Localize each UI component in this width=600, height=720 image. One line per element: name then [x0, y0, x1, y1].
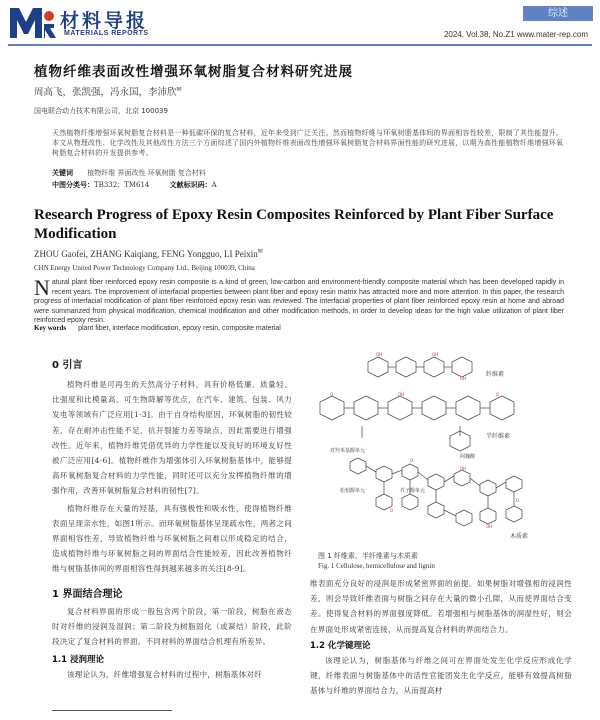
- body-paragraph-1: 植物纤维是可再生的天然高分子材料，具有价格低廉、质量轻、比强度和比模量高、可生物降解等优点，在汽车、建筑、包装、风力发电等领域有广泛应用[1-3]。由于自身结构原因，环氧树脂的韧性较差，存在耐冲击性能不足、抗开裂能力差等缺点，因此需要进行增强改性。近年来，植物纤维凭借优异的力学性能以及良好的环境友好性被广泛应用[4-6]。植物纤维作为增强体引入环氧树脂基体中，能够提高环氧树脂复合材料的力学性能，同时还可以充分发挥植物纤维的增强作用，改善环氧树脂复合材料的韧性[7]。: [52, 380, 292, 496]
- footnote-divider: [52, 710, 172, 711]
- svg-text:OH: OH: [432, 352, 439, 357]
- authors-cn: [34, 84, 182, 98]
- abstract-en-text: atural plant fiber reinforced epoxy resin composite is a kind of green, low-carbon and environment-friendly composite material which has been developed rapidly in recent years. The improvement of interfacial properties between plant fiber and epoxy resin matrix has attracted more and more attention. In this paper, the research progress of interfacial modification of plant fiber reinforced epoxy resin was reviewed. The interfacial properties of plant fiber reinforced epoxy resin at home and abroad were summarized from physical modification, chemical modification and other modification methods, in order to develop ideas for the high value utilization of plant fiber reinforced epoxy resin.: [34, 279, 564, 325]
- svg-text:O: O: [516, 498, 520, 503]
- svg-text:O: O: [410, 458, 414, 463]
- classification-row: [52, 180, 217, 190]
- svg-text:O: O: [496, 392, 500, 397]
- body-right-column: [310, 576, 572, 698]
- svg-text:O: O: [330, 392, 334, 397]
- affiliation-cn: 国电联合动力技术有限公司，北京 100039: [34, 107, 168, 115]
- section-heading-theory: 1 界面结合理论: [52, 588, 123, 600]
- label-alcohol-unit: 对羟苯基醇单元: [330, 448, 366, 454]
- authors-en-names: ZHOU Gaofei, ZHANG Kaiqiang, FENG Yongguo, LI Peixin: [34, 249, 258, 259]
- svg-text:OH: OH: [398, 392, 405, 397]
- keywords-cn-values: 植物纤维 界面改性 环氧树脂 复合材料: [87, 169, 206, 177]
- corresponding-mark-icon: ✉: [176, 85, 182, 93]
- class-label: 中图分类号：: [52, 181, 94, 189]
- label-sinapyl-unit: 芥子醇单元: [400, 488, 426, 494]
- svg-text:OH: OH: [376, 352, 383, 357]
- doc-code-label: 文献标识码：: [169, 181, 212, 189]
- keywords-en: [34, 324, 281, 332]
- authors-cn-names: 周高飞，张凯强，冯永国，李沛欣: [34, 87, 177, 98]
- keywords-en-label: Key words: [34, 324, 67, 332]
- section-badge: 综述: [523, 6, 593, 21]
- section-heading-intro: 0 引言: [52, 360, 83, 371]
- label-ferulic-acid: 阿魏酸: [460, 454, 476, 460]
- subsection-heading-wetting: 1.1 浸润理论: [52, 655, 105, 666]
- body-left-column: [52, 356, 292, 682]
- body-paragraph-6: 该理论认为，树脂基体与纤维之间可在界面处发生化学反应形成化学键，纤维表面与树脂基体中的活性官能团发生化学反应，能够有效提高树脂基体与纤维的界面结合力，从而提高材: [310, 655, 572, 696]
- svg-text:OH: OH: [460, 376, 467, 381]
- paper-title-en: Research Progress of Epoxy Resin Composites Reinforced by Plant Fiber Surface Modification: [34, 207, 554, 242]
- label-lignin: 木质素: [510, 533, 529, 540]
- journal-logo: [8, 4, 60, 42]
- abstract-en: [34, 275, 564, 326]
- paper-title-cn: 植物纤维表面改性增强环氧树脂复合材料研究进展: [34, 64, 353, 80]
- body-paragraph-2: 植物纤维存在大量的羟基，具有强极性和吸水性，使得植物纤维表面呈现亲水性，如图1所示。而环氧树脂基体呈现疏水性，两者之间界面相容性差，导致植物纤维与环氧树脂之间难以形成稳定的结合，造成植物纤维与环氧树脂之间的界面结合性能较差，因此改善植物纤维与树脂基体间的界面相容性得到越来越多的关注[8-9]。: [52, 503, 292, 574]
- issue-info: 2024, Vol.38, No.Z1 www.mater-rep.com: [443, 30, 588, 39]
- header-divider: [8, 44, 592, 46]
- svg-text:O: O: [390, 508, 394, 513]
- doc-code-value: A: [211, 181, 217, 189]
- label-cellulose: 纤维素: [486, 371, 505, 378]
- corresponding-mark-en-icon: ✉: [257, 249, 263, 255]
- authors-en: [34, 248, 263, 259]
- label-hemicellulose: 半纤维素: [486, 433, 511, 440]
- figure-1-structures: [310, 352, 572, 548]
- abstract-dropcap: N: [34, 275, 50, 300]
- label-coniferyl-unit: 松柏醇单元: [340, 488, 366, 494]
- body-paragraph-4: 该理论认为，纤维增强复合材料的过程中，树脂基体对纤: [67, 670, 262, 680]
- keywords-cn-label: 关键词: [52, 169, 73, 177]
- svg-text:OH: OH: [460, 466, 467, 471]
- affiliation-en: CHN Energy United Power Technology Company Ltd., Beijing 100039, China: [34, 264, 255, 272]
- figure-caption-en: Fig. 1 Cellulose, hemicellulose and lignin: [318, 562, 435, 570]
- journal-name-en: MATERIALS REPORTS: [64, 30, 149, 37]
- subsection-heading-chemical: 1.2 化学键理论: [310, 640, 371, 651]
- keywords-en-values: plant fiber, interface modification, epoxy resin, composite material: [78, 325, 281, 332]
- body-paragraph-3: 复合材料界面的形成一般包含两个阶段，第一阶段，树脂在液态时对纤维的浸润及湿润；第二阶段为树脂固化（或凝结）阶段，此阶段决定了复合材料的界面。不同材料的界面结合机理有所差异。: [52, 606, 292, 647]
- figure-caption-cn: 图 1 纤维素、半纤维素与木质素: [318, 552, 418, 560]
- svg-text:OH: OH: [486, 524, 493, 529]
- abstract-cn: 天然植物纤维增强环氧树脂复合材料是一种低碳环保的复合材料，近年来受到广泛关注。然而植物纤维与环氧树脂基体间的界面相容性较差，限制了其性能提升。本文从物理改性、化学改性及其他改性方法三个方面综述了国内外植物纤维表面改性增强环氧树脂复合材料界面性能的研究进展，以期为高性能植物纤维增强环氧树脂复合材料的开发提供参考。: [52, 129, 564, 157]
- journal-name: 材料导报: [60, 10, 149, 32]
- class-value: TB332；TM614: [94, 181, 150, 189]
- body-paragraph-5: 维表面充分良好的浸润是形成紧密界面的前提。如果树脂对增强相的浸润性差，则会导致纤维表面与树脂之间存在大量的微小孔隙，从而使界面结合变差。使得复合材料的界面强度降低。若增强相与树脂基体的润湿性好，则会在界面处形成紧密连接，从而提高复合材料的界面结合力。: [310, 579, 572, 634]
- keywords-cn: [52, 168, 206, 178]
